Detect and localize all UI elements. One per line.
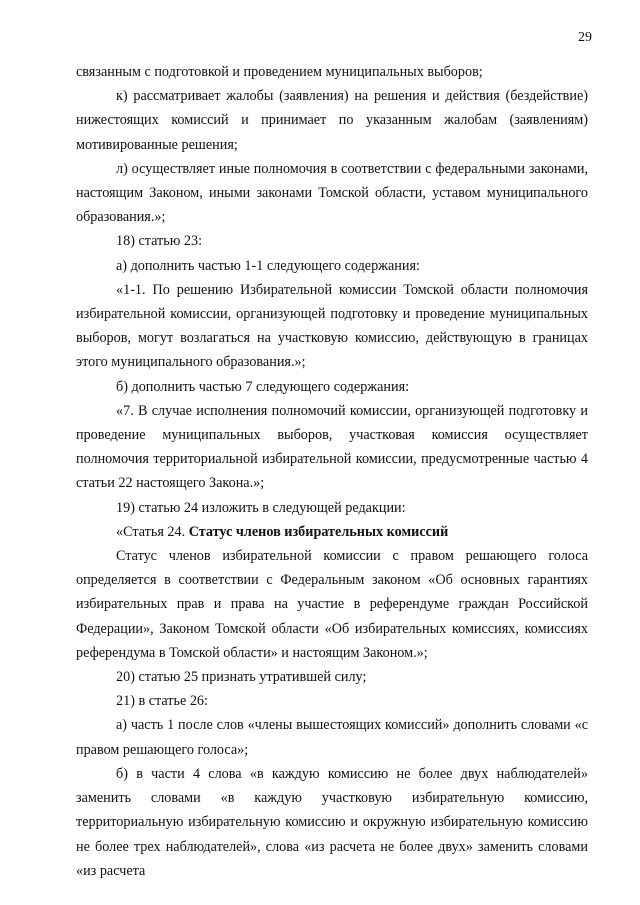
paragraph: б) дополнить частью 7 следующего содержания:	[116, 378, 410, 395]
article-heading	[76, 520, 588, 544]
paragraph: Статус членов избирательной комиссии с правом решающего голоса определяется в соответствии с Федеральным законом «Об основных гарантиях избирательных прав и права на участие в референдуме граждан Российской Федерации», Законом Томской области «Об избирательных комиссиях, комиссиях референдума в Томской области» и настоящим Законом.»;	[76, 548, 588, 661]
paragraph: б) в части 4 слова «в каждую комиссию не более двух наблюдателей» заменить словами «в каждую участковую избирательную комиссию, территориальную избирательную комиссию и окружную избирательную комиссию не более трех наблюдателей», слова «из расчета не более двух» заменить словами «из расчета	[76, 765, 588, 879]
paragraph: 20) статью 25 признать утратившей силу;	[116, 669, 367, 686]
paragraph: «1-1. По решению Избирательной комиссии Томской области полномочия избирательной комиссии, организующей подготовку и проведение муниципальных выборов, могут возлагаться на участковую комиссию, действующую в границах этого муниципального образования.»;	[76, 281, 588, 371]
paragraph: связанным с подготовкой и проведением муниципальных выборов;	[76, 64, 483, 80]
paragraph: к) рассматривает жалобы (заявления) на решения и действия (бездействие) нижестоящих комиссий и принимает по указанным жалобам (заявлениям) мотивированные решения;	[76, 88, 588, 153]
paragraph: а) часть 1 после слов «члены вышестоящих комиссий» дополнить словами «с правом решающего голоса»;	[76, 717, 588, 758]
paragraph: 18) статью 23:	[116, 233, 203, 250]
document-body	[76, 60, 588, 883]
paragraph: 21) в статье 26:	[116, 693, 208, 710]
article-heading-prefix: «Статья 24.	[116, 523, 189, 540]
paragraph: а) дополнить частью 1-1 следующего содержания:	[116, 257, 420, 274]
article-heading-title: Статус членов избирательных комиссий	[188, 523, 449, 540]
paragraph: 19) статью 24 изложить в следующей редакции:	[116, 499, 406, 516]
paragraph: «7. В случае исполнения полномочий комиссии, организующей подготовку и проведение муниципальных выборов, участковая комиссия осуществляет полномочия территориальной избирательной комиссии, предусмотренные частью 4 статьи 22 настоящего Закона.»;	[76, 402, 588, 492]
page-number: 29	[578, 30, 592, 45]
paragraph: л) осуществляет иные полномочия в соответствии с федеральными законами, настоящим Законом, иными законами Томской области, уставом муниципального образования.»;	[76, 160, 588, 226]
